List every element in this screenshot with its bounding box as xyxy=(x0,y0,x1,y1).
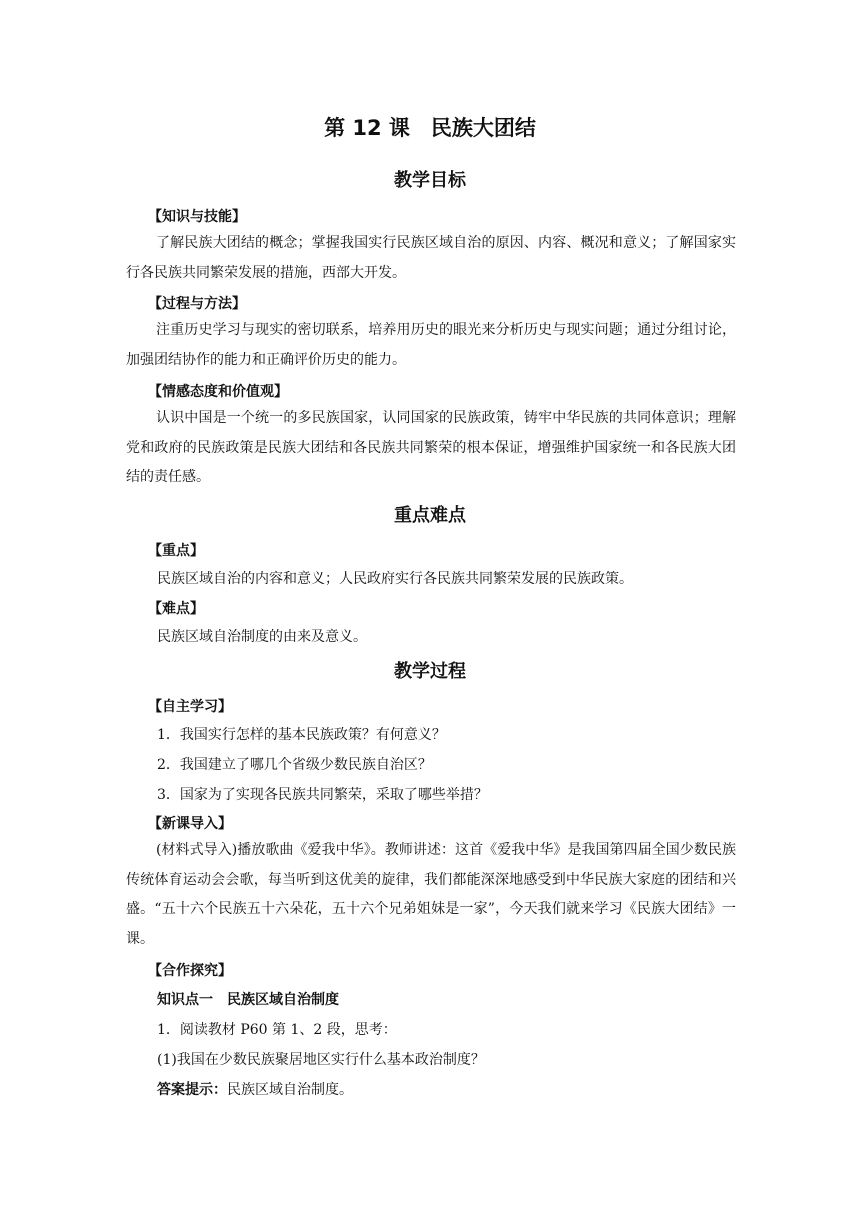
knowledge-point-heading: 知识点一 民族区域自治制度 xyxy=(157,992,339,1008)
section-heading-process: 教学过程 xyxy=(394,661,466,682)
difficult-point-text: 民族区域自治制度的由来及意义。 xyxy=(157,629,367,645)
section-heading-goals: 教学目标 xyxy=(394,170,466,191)
answer-hint-label: 答案提示： xyxy=(157,1082,227,1098)
knowledge-skills-label: 【知识与技能】 xyxy=(148,209,246,225)
emotion-values-label: 【情感态度和价值观】 xyxy=(148,384,288,400)
question-item: 3．国家为了实现各民族共同繁荣，采取了哪些举措？ xyxy=(157,787,488,803)
section-heading-key-points: 重点难点 xyxy=(394,505,466,526)
new-lesson-intro-text: (材料式导入)播放歌曲《爱我中华》。教师讲述：这首《爱我中华》是我国第四届全国少数民族传统体育运动会会歌，每当听到这优美的旋律，我们都能深深地感受到中华民族大家庭的团结和兴盛。“五十六个民族五十六朵花，五十六个兄弟姐妹是一家”，今天我们就来学习《民族大团结》一课。 xyxy=(126,842,736,947)
process-methods-label: 【过程与方法】 xyxy=(148,296,246,312)
key-point-text: 民族区域自治的内容和意义；人民政府实行各民族共同繁荣发展的民族政策。 xyxy=(157,571,633,587)
sub-question: (1)我国在少数民族聚居地区实行什么基本政治制度？ xyxy=(157,1052,485,1068)
question-item: 2．我国建立了哪几个省级少数民族自治区？ xyxy=(157,757,432,773)
question-item: 1．我国实行怎样的基本民族政策？有何意义？ xyxy=(157,727,446,743)
lesson-title: 第 12 课 民族大团结 xyxy=(324,116,536,140)
key-point-label: 【重点】 xyxy=(148,543,204,559)
answer-hint xyxy=(157,1079,353,1099)
new-lesson-intro-label: 【新课导入】 xyxy=(148,816,232,832)
self-study-label: 【自主学习】 xyxy=(148,699,232,715)
cooperative-inquiry-label: 【合作探究】 xyxy=(148,963,232,979)
difficult-point-label: 【难点】 xyxy=(148,601,204,617)
emotion-values-text: 认识中国是一个统一的多民族国家，认同国家的民族政策，铸牢中华民族的共同体意识；理解党和政府的民族政策是民族大团结和各民族共同繁荣的根本保证，增强维护国家统一和各民族大团结的责任感。 xyxy=(126,410,736,485)
reading-task: 1．阅读教材 P60 第 1、2 段，思考： xyxy=(157,1022,397,1038)
knowledge-skills-text: 了解民族大团结的概念；掌握我国实行民族区域自治的原因、内容、概况和意义；了解国家实行各民族共同繁荣发展的措施，西部大开发。 xyxy=(126,235,736,281)
process-methods-text: 注重历史学习与现实的密切联系，培养用历史的眼光来分析历史与现实问题；通过分组讨论，加强团结协作的能力和正确评价历史的能力。 xyxy=(126,322,736,368)
answer-hint-text: 民族区域自治制度。 xyxy=(227,1082,353,1098)
